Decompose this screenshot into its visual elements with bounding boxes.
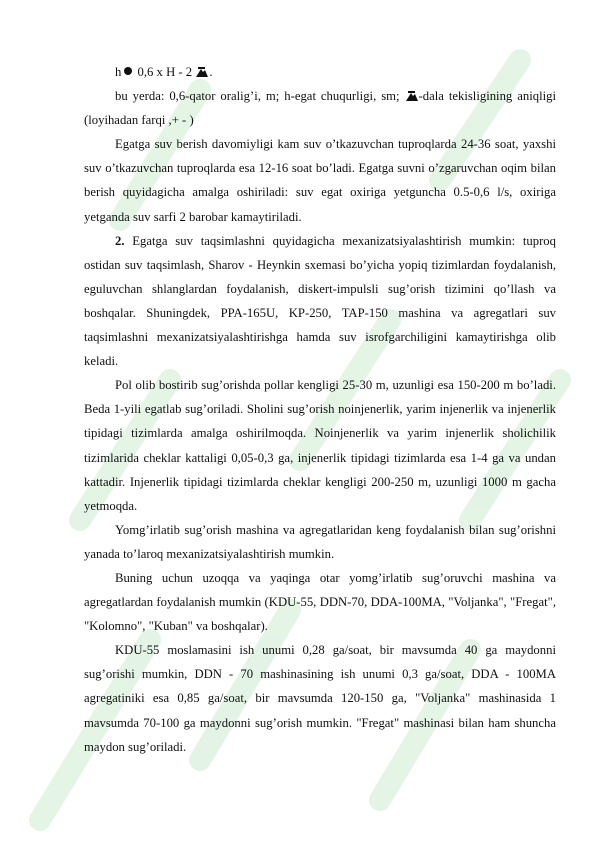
formula-lhs: h — [115, 65, 122, 79]
paragraph-machines-list: Buning uchun uzoqqa va yaqinga otar yomg’irlatib sug’oruvchi mashina va agregatlardan foydalanish mumkin (KDU-55, DDN-70, DDA-100MA, "Voljanka", "Fregat", "Kolomno", "Kuban" va boshqalar). — [84, 570, 556, 634]
legend-text-end: -dala tekisligining aniqligi (loyihadan farqi ,+ - ) — [84, 89, 556, 128]
delta-symbol-icon — [405, 90, 419, 102]
paragraph-number: 2. — [115, 233, 125, 248]
paragraph-machine-performance: KDU-55 moslamasini ish unumi 0,28 ga/soat, bir mavsumda 40 ga maydonni sug’orishi mumkin, DDN - 70 mashinasining ish unumi 0,3 ga/soat, DDA - 100MA agregatiniki esa 0,85 ga/soat, bir mavsumda 120-150 ga, "Voljanka" mashinasida 1 mavsumda 70-100 ga maydonni sug’orish mumkin. "Fregat" mashinasi bilan ham shuncha maydon sug’oriladi. — [84, 643, 556, 754]
paragraph-watering-duration: Egatga suv berish davomiyligi kam suv o’tkazuvchan tuproqlarda 24-36 soat, yaxshi suv o’tkazuvchan tuproqlarda esa 12-16 soat bo’ladi. Egatga suvni o’zgaruvchan oqim bilan berish quyidagicha amalga oshiriladi: suv egat oxiriga yetguncha 0.5-0,6 l/s, oxiriga yetganda suv sarfi 2 barobar kamaytiriladi. — [84, 137, 556, 224]
document-body — [84, 60, 556, 759]
paragraph-mechanization-text: Egatga suv taqsimlashni quyidagicha mexanizatsiyalashtirish mumkin: tuproq ostidan suv taqsimlash, Sharov - Heynkin sxemasi bo’yicha yopiq tizimlardan foydalanish, eguluvchan shlanglardan foydalanish, diskert-impulsli sug’orish tizimini qo’llash va boshqalar. Shuningdek, PPA-165U, KP-250, TAP-150 mashina va agregatlari suv taqsimlashni mexanizatsiyalashtirishga hamda suv isrofgarchiligini kamaytirishga olib keladi. — [84, 233, 556, 369]
paragraph-flooding: Pol olib bostirib sug’orishda pollar kengligi 25-30 m, uzunligi esa 150-200 m bo’ladi. Beda 1-yili egatlab sug’oriladi. Sholini sug’orish noinjenerlik, yarim injenerlik va injenerlik tipidagi tizimlarda amalga oshirilmoqda. Noinjenerlik va yarim injenerlik sholichilik tizimlarida cheklar kattaligi 0,05-0,3 ga, injenerlik tipidagi tizimlarda esa 1-4 ga va undan kattadir. Injenerlik tipidagi tizimlarda cheklar kengligi 200-250 m, uzunligi 1000 m gacha yetmoqda. — [84, 378, 556, 513]
legend-text-start: bu yerda: 0,6-qator oralig’i, m; h-egat chuqurligi, sm; — [115, 89, 400, 104]
paragraph-sprinkling: Yomg’irlatib sug’orish mashina va agregatlaridan keng foydalanish bilan sug’orishni yanada to’laroq mexanizatsiyalashtirish mumkin. — [84, 522, 556, 561]
bullet-dot-icon — [124, 67, 132, 75]
paragraph-legend — [84, 84, 556, 132]
paragraph-mechanization — [84, 229, 556, 374]
delta-symbol-icon — [195, 66, 209, 78]
formula-rhs: 0,6 x H - 2 — [137, 65, 193, 79]
formula-tail: . — [209, 65, 213, 79]
formula-line — [84, 60, 556, 84]
